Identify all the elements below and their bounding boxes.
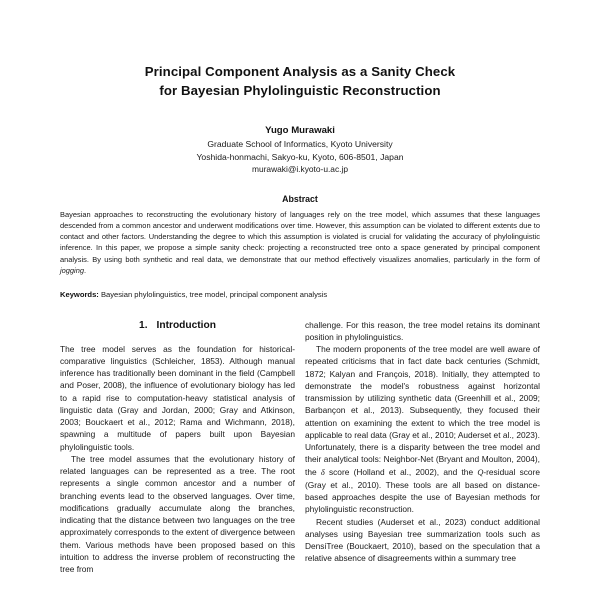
- right-paragraph-2: Recent studies (Auderset et al., 2023) conduct additional analyses using Bayesian tree summarization tools such as DensiTree (Bouckaert, 2010), based on the speculation that a relative absence of disagreements within a summary tree: [305, 516, 540, 564]
- author-address: Yoshida-honmachi, Sakyo-ku, Kyoto, 606-8501, Japan: [196, 151, 404, 162]
- right-paragraph-continued: challenge. For this reason, the tree model retains its dominant position in phylolinguistics.: [305, 319, 540, 342]
- left-column: [60, 319, 295, 600]
- q-residual-symbol: Q: [477, 467, 484, 477]
- abstract-italic-term: jogging: [60, 265, 84, 275]
- section-number: 1.: [139, 319, 148, 331]
- abstract-body: [60, 209, 540, 276]
- right-p1-part3: -residual score (Gray et al., 2010). These tools are all based on distance-based approaches despite the use of Bayesian methods for phylolinguistic reconstruction.: [305, 466, 540, 515]
- keywords-label: Keywords:: [60, 290, 99, 299]
- delta-score-symbol: δ: [320, 467, 325, 477]
- right-paragraph-1: [305, 343, 540, 516]
- title-line-1: Principal Component Analysis as a Sanity Check: [144, 64, 456, 79]
- right-p1-part1: The modern proponents of the tree model are well aware of repeated criticisms that in fact date back centuries (Schmidt, 1872; Kalyan and François, 2018). Initially, they attempted to demonstrate the model's robustness against horizontal transmission by utilizing synthetic data (Greenhill et al., 2009; Barbançon et al., 2013). Subsequently, they focused their attention on examining the extent to which the tree model is applicable to real data (Gray et al., 2010; Auderset et al., 2023). Unfortunately, there is a disparity between the tree model and their analytical tools: Neighbor-Net (Bryant and Moulton, 2004), the: [305, 344, 540, 477]
- author-name: Yugo Murawaki: [265, 125, 335, 136]
- author-block: [60, 124, 540, 176]
- body-columns: [60, 319, 540, 600]
- keywords-value: Bayesian phylolinguistics, tree model, principal component analysis: [100, 290, 328, 299]
- section-title: Introduction: [156, 319, 216, 331]
- abstract-section: [60, 193, 540, 276]
- section-heading-introduction: [60, 319, 295, 333]
- right-column: [305, 319, 540, 600]
- left-paragraph-1: The tree model serves as the foundation for historical-comparative linguistics (Schleicher, 1853). Although manual inference has traditionally been dominant in the field (Campbell and Poser, 2008), the influence of evolutionary biology has led to a rapid rise to computation-heavy statistical analysis of linguistic data (Gray and Jordan, 2000; Gray and Atkinson, 2003; Bouckaert et al., 2012; Rama and Wichmann, 2018), spawning a multitude of papers built upon Bayesian phylolinguistic tools.: [60, 343, 295, 452]
- author-email[interactable]: murawaki@i.kyoto-u.ac.jp: [251, 164, 348, 175]
- author-affiliation: Graduate School of Informatics, Kyoto University: [207, 139, 393, 149]
- paper-title: [60, 0, 540, 100]
- left-paragraph-2: The tree model assumes that the evolutionary history of related languages can be represented as a tree. The root represents a single common ancestor and a number of branching events lead to the observed languages. Over time, modifications gradually accumulate along the branches, indicating that the distance between two languages on the tree approximately corresponds to the extent of divergence between them. Various methods have been proposed based on this intuition to address the inverse problem of reconstructing the tree from: [60, 453, 295, 574]
- abstract-text-tail: .: [84, 265, 87, 275]
- keywords-line: [60, 289, 540, 301]
- abstract-heading: Abstract: [282, 193, 318, 204]
- title-line-2: for Bayesian Phylolinguistic Reconstruction: [159, 83, 441, 98]
- right-p1-part2: score (Holland et al., 2002), and the: [324, 466, 478, 477]
- abstract-text-main: Bayesian approaches to reconstructing the evolutionary history of languages rely on the tree model, which assumes that these languages descended from a common ancestor and underwent modifications over time. However, this assumption can be violated to different extents due to contact and other factors. Understanding the degree to which this assumption is violated is crucial for validating the accuracy of phylolinguistic inference. In this paper, we propose a simple sanity check: projecting a reconstructed tree onto a space generated by principal component analysis. By using both synthetic and real data, we demonstrate that our method effectively visualizes anomalies, particularly in the form of: [60, 209, 540, 264]
